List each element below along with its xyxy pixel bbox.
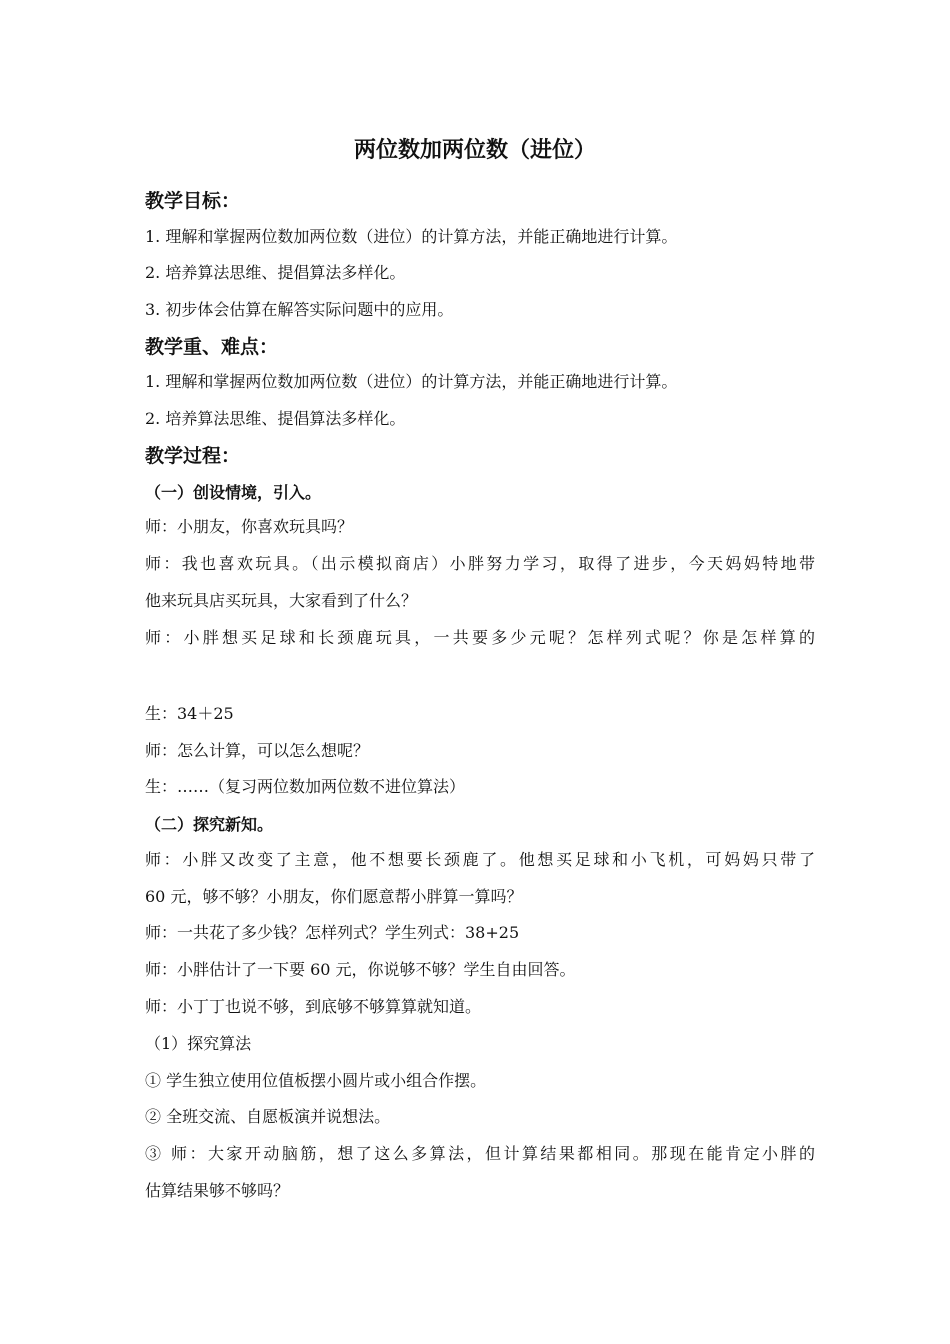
key-point-item-1: 1. 理解和掌握两位数加两位数（进位）的计算方法，并能正确地进行计算。	[145, 372, 678, 391]
section1-line-2: 师：我也喜欢玩具。（出示模拟商店）小胖努力学习，取得了进步，今天妈妈特地带	[145, 554, 815, 573]
section1-line-4: 师：小胖想买足球和长颈鹿玩具，一共要多少元呢？怎样列式呢？你是怎样算的	[145, 628, 815, 647]
section2-line-1: 师：小胖又改变了主意，他不想要长颈鹿了。他想买足球和小飞机，可妈妈只带了	[145, 850, 815, 869]
objective-item-1: 1. 理解和掌握两位数加两位数（进位）的计算方法，并能正确地进行计算。	[145, 227, 678, 246]
section2-heading: （二）探究新知。	[145, 815, 274, 834]
section1-line-6: 师：怎么计算，可以怎么想呢？	[145, 741, 370, 760]
subsection-line-1: ① 学生独立使用位值板摆小圆片或小组合作摆。	[145, 1071, 487, 1090]
section1-line-3: 他来玩具店买玩具，大家看到了什么？	[145, 591, 418, 610]
key-point-item-2: 2. 培养算法思维、提倡算法多样化。	[145, 409, 406, 428]
subsection-line-2: ② 全班交流、自愿板演并说想法。	[145, 1107, 391, 1126]
section1-heading: （一）创设情境，引入。	[145, 483, 322, 502]
subsection-heading: （1）探究算法	[145, 1034, 252, 1053]
objectives-heading: 教学目标：	[145, 190, 241, 212]
subsection-line-4: 估算结果够不够吗？	[145, 1181, 290, 1200]
section1-line-7: 生：……（复习两位数加两位数不进位算法）	[145, 777, 466, 796]
key-points-heading: 教学重、难点：	[145, 336, 279, 358]
section2-line-5: 师：小丁丁也说不够，到底够不够算算就知道。	[145, 997, 482, 1016]
objective-item-3: 3. 初步体会估算在解答实际问题中的应用。	[145, 300, 454, 319]
subsection-line-3: ③ 师：大家开动脑筋，想了这么多算法，但计算结果都相同。那现在能肯定小胖的	[145, 1144, 815, 1163]
section2-line-4: 师：小胖估计了一下要 60 元，你说够不够？学生自由回答。	[145, 960, 576, 979]
section2-line-2: 60 元，够不够？小朋友，你们愿意帮小胖算一算吗？	[145, 887, 523, 906]
section1-line-5: 生：34＋25	[145, 704, 234, 723]
process-heading: 教学过程：	[145, 445, 241, 467]
objective-item-2: 2. 培养算法思维、提倡算法多样化。	[145, 263, 406, 282]
document-title: 两位数加两位数（进位）	[353, 138, 596, 163]
section2-line-3: 师：一共花了多少钱？怎样列式？学生列式：38+25	[145, 923, 520, 942]
section1-line-1: 师：小朋友，你喜欢玩具吗？	[145, 517, 354, 536]
